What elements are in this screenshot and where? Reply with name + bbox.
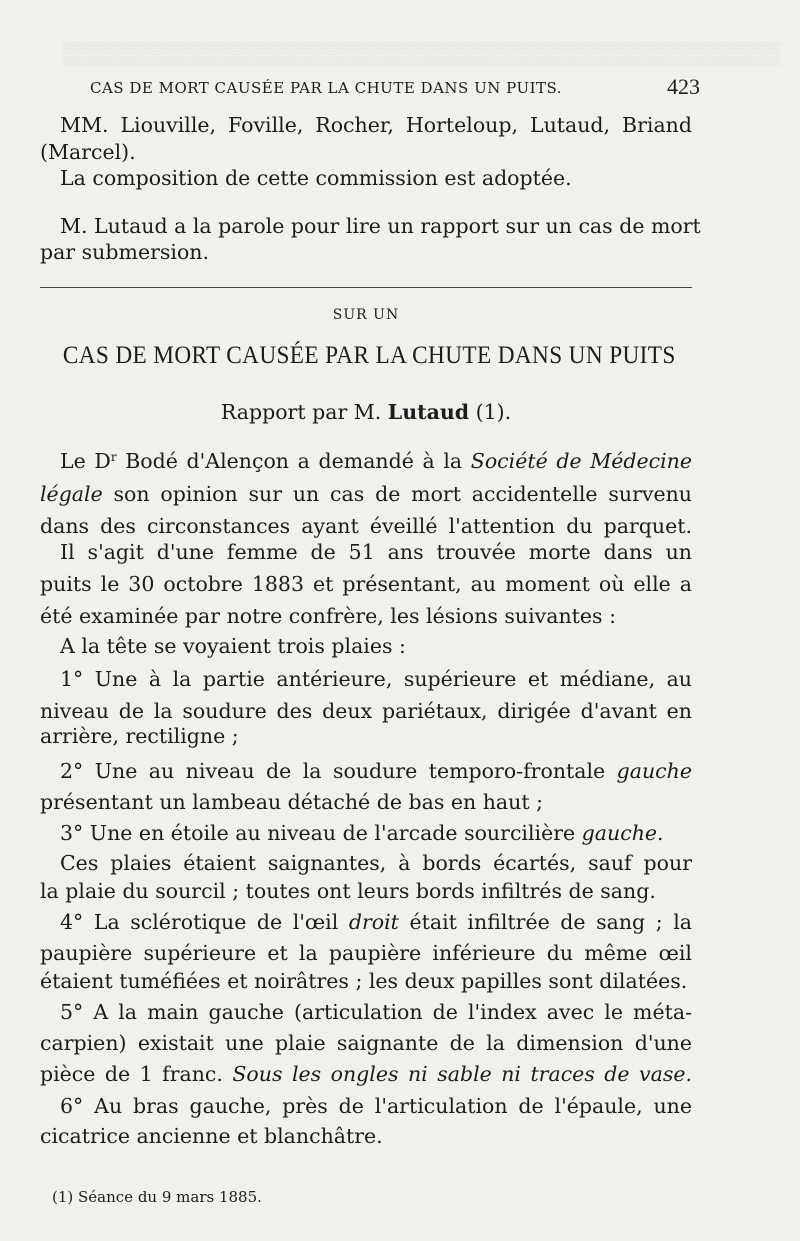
text-line: étaient tuméfiées et noirâtres ; les deux papilles sont dilatées. bbox=[40, 969, 688, 993]
text-line bbox=[60, 447, 692, 475]
text-line bbox=[60, 908, 692, 936]
text-line: carpien) existait une plaie saignante de la dimension d'une bbox=[40, 1031, 692, 1055]
byline-suffix: (1). bbox=[469, 400, 512, 424]
section-divider bbox=[40, 287, 692, 288]
text-line: paupière supérieure et la paupière inférieure du même œil bbox=[40, 941, 692, 965]
text-line: dans des circonstances ayant éveillé l'attention du parquet. bbox=[40, 514, 692, 538]
text-line: (Marcel). bbox=[40, 140, 136, 164]
text-line: La composition de cette commission est adoptée. bbox=[60, 166, 572, 190]
text-line: été examinée par notre confrère, les lésions suivantes : bbox=[40, 604, 616, 628]
text-span: Bodé d'Alençon a demandé à la bbox=[116, 449, 471, 473]
text-span: 3° Une en étoile au niveau de l'arcade sourcilière bbox=[60, 821, 582, 845]
running-title: CAS DE MORT CAUSÉE PAR LA CHUTE DANS UN PUITS. bbox=[90, 79, 563, 97]
text-line: arrière, rectiligne ; bbox=[40, 724, 239, 748]
italic-span: droit bbox=[348, 910, 399, 934]
italic-span: Société de Médecine bbox=[470, 449, 693, 473]
text-line: M. Lutaud a la parole pour lire un rapport sur un cas de mort bbox=[60, 214, 701, 238]
text-line bbox=[40, 1060, 692, 1088]
text-span: 4° La sclérotique de l'œil bbox=[60, 910, 349, 934]
text-span: son opinion sur un cas de mort accidentelle survenu bbox=[102, 482, 692, 506]
text-span: Le D bbox=[60, 449, 111, 473]
text-line: la plaie du sourcil ; toutes ont leurs bords infiltrés de sang. bbox=[40, 879, 656, 903]
page-number: 423 bbox=[667, 74, 700, 99]
footnote: (1) Séance du 9 mars 1885. bbox=[52, 1188, 262, 1206]
text-span: 2° Une au niveau de la soudure temporo-frontale bbox=[60, 759, 617, 783]
text-line: par submersion. bbox=[40, 240, 210, 264]
text-line: A la tête se voyaient trois plaies : bbox=[60, 634, 406, 658]
italic-span: gauche. bbox=[581, 821, 664, 845]
bleed-through-texture: ▒▒▒▒▒▒▒▒▒▒▒▒▒▒▒▒▒▒▒▒▒▒▒▒▒▒▒▒▒▒▒▒▒▒▒▒▒▒▒▒▒▒▒▒▒▒ bbox=[63, 40, 780, 65]
italic-span: Sous les ongles ni sable ni traces de vase. bbox=[232, 1062, 692, 1086]
text-line: 5° A la main gauche (articulation de l'index avec le méta- bbox=[60, 1000, 692, 1024]
text-span: pièce de 1 franc. bbox=[40, 1062, 233, 1086]
text-line: cicatrice ancienne et blanchâtre. bbox=[40, 1124, 383, 1148]
text-line: Il s'agit d'une femme de 51 ans trouvée morte dans un bbox=[60, 540, 692, 564]
running-header bbox=[80, 74, 700, 104]
byline-prefix: Rapport par M. bbox=[220, 400, 388, 424]
text-line: niveau de la soudure des deux pariétaux, dirigée d'avant en bbox=[40, 699, 692, 723]
text-line: 6° Au bras gauche, près de l'articulation de l'épaule, une bbox=[60, 1094, 692, 1118]
text-line: présentant un lambeau détaché de bas en haut ; bbox=[40, 790, 544, 814]
text-line: 1° Une à la partie antérieure, supérieure et médiane, au bbox=[60, 667, 692, 691]
italic-span: légale bbox=[40, 482, 103, 506]
article-title: CAS DE MORT CAUSÉE PAR LA CHUTE DANS UN PUITS bbox=[62, 342, 676, 369]
superscript: r bbox=[110, 450, 117, 464]
text-line bbox=[40, 480, 692, 508]
text-line bbox=[60, 757, 692, 785]
text-line bbox=[60, 819, 692, 847]
text-span: était infiltrée de sang ; la bbox=[398, 910, 692, 934]
byline bbox=[40, 398, 692, 426]
text-line: MM. Liouville, Foville, Rocher, Horteloup, Lutaud, Briand bbox=[60, 113, 692, 137]
article-subheading: SUR UN bbox=[332, 307, 400, 323]
text-line: Ces plaies étaient saignantes, à bords écartés, sauf pour bbox=[60, 851, 692, 875]
text-line: puits le 30 octobre 1883 et présentant, au moment où elle a bbox=[40, 572, 692, 596]
italic-span: gauche bbox=[616, 759, 692, 783]
byline-author: Lutaud bbox=[387, 400, 470, 424]
